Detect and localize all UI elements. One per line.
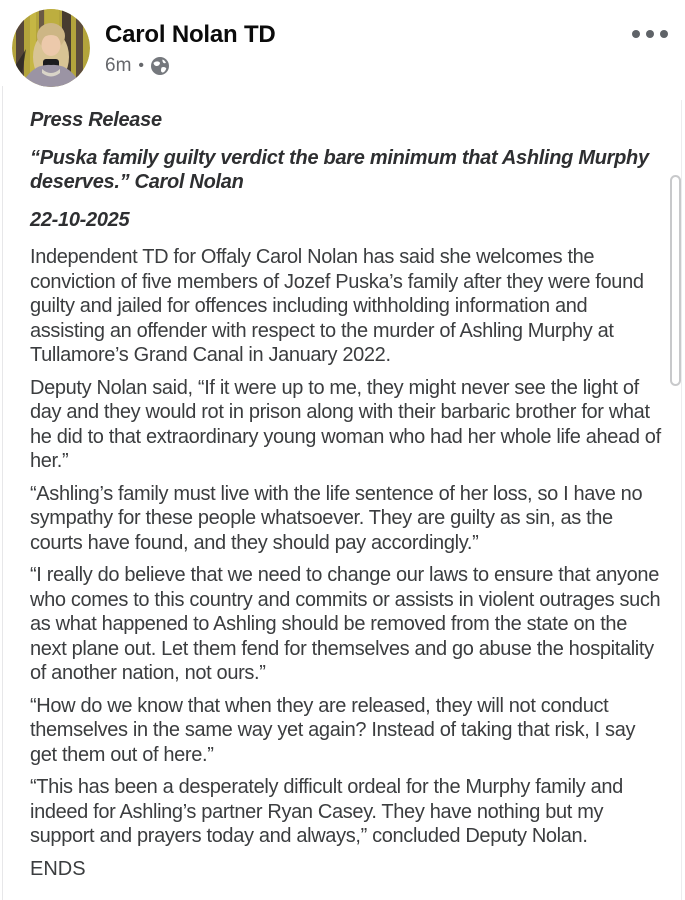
left-edge-line (2, 86, 3, 900)
globe-public-icon (151, 57, 169, 75)
timestamp[interactable]: 6m (105, 55, 132, 76)
paragraph: Independent TD for Offaly Carol Nolan has said she welcomes the conviction of five members of Jozef Puska’s family after they were found guilty and jailed for offences including withholding information and assisting an offender with respect to the murder of Ashling Murphy at Tullamore’s Grand Canal in January 2022. (30, 246, 644, 366)
paragraph: Deputy Nolan said, “If it were up to me, they might never see the light of day and they would rot in prison along with their barbaric brother for what he did to that extraordinary young woman who had her whole life ahead of her.” (30, 376, 661, 472)
author-name[interactable]: Carol Nolan TD (105, 21, 276, 48)
ellipsis-dot (660, 30, 668, 38)
press-release-title: “Puska family guilty verdict the bare minimum that Ashling Murphy deserves.” Carol Nolan (30, 146, 649, 193)
press-release-heading: Press Release (30, 109, 162, 131)
meta-separator: • (138, 57, 145, 74)
ellipsis-dot (632, 30, 640, 38)
post-meta (105, 55, 276, 77)
avatar-image (12, 9, 90, 87)
scrollbar-thumb[interactable] (670, 175, 681, 386)
press-release-date: 22-10-2025 (30, 208, 130, 231)
ends-marker: ENDS (30, 857, 86, 880)
paragraph: “This has been a desperately difficult ordeal for the Murphy family and indeed for Ashling’s partner Ryan Casey. They have nothing but my support and prayers today and always,” concluded Deputy Nolan. (30, 776, 623, 847)
post-body (30, 108, 662, 881)
ellipsis-dot (646, 30, 654, 38)
paragraph: “Ashling’s family must live with the life sentence of her loss, so I have no sympathy for these people whatsoever. They are guilty as sin, as the courts have found, and they should pay accordingly.” (30, 482, 643, 554)
avatar[interactable] (12, 9, 90, 87)
post-header (0, 0, 685, 100)
ellipsis-menu-button[interactable] (628, 26, 672, 42)
paragraph: “I really do believe that we need to change our laws to ensure that anyone who comes to this country and commits or assists in violent outrages such as what happened to Ashling should be removed from the state on the next plane out. Let them fend for themselves and go abuse the hospitality of another nation, not ours.” (30, 564, 661, 684)
paragraph: “How do we know that when they are released, they will not conduct themselves in the same way yet again? Instead of taking that risk, I say get them out of here.” (30, 694, 636, 766)
right-edge-line (681, 100, 682, 900)
header-text (105, 21, 276, 77)
